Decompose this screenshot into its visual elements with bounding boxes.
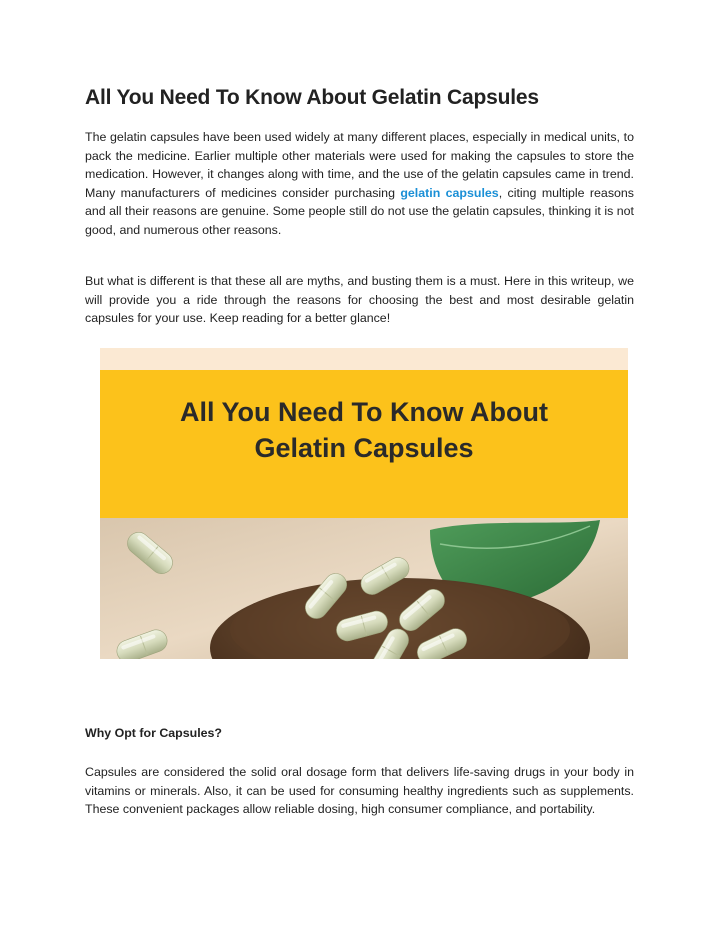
gelatin-capsules-link[interactable]: gelatin capsules <box>400 185 499 200</box>
banner-line-2: Gelatin Capsules <box>254 433 474 463</box>
page-title: All You Need To Know About Gelatin Capsules <box>85 86 539 109</box>
intro-text-before-link: The gelatin capsules have been used widely at many different places, especially in medical units, to pack the medicine. Earlier multiple other materials were used for making the capsules to store the medication. However, it changes along with time, and the use of the gelatin capsules came in trend. Many manufacturers of medicines consider purchasing <box>85 130 634 200</box>
hero-illustration <box>100 348 628 659</box>
hero-image <box>100 348 628 659</box>
capsules-paragraph: Capsules are considered the solid oral dosage form that delivers life-saving drugs in your body in vitamins or minerals. Also, it can be used for consuming healthy ingredients such as supplements. These convenient packages allow reliable dosing, high consumer compliance, and portability. <box>85 765 634 817</box>
intro-text-after-link: , citing multiple reasons and all their reasons are genuine. Some people still do not use the gelatin capsules, thinking it is not good, and numerous other reasons. <box>85 185 634 237</box>
myths-paragraph: But what is different is that these all are myths, and busting them is a must. Here in this writeup, we will provide you a ride through the reasons for choosing the best and most desirable gelatin capsules for your use. Keep reading for a better glance! <box>85 274 634 326</box>
intro-paragraph <box>85 128 634 240</box>
section-heading: Why Opt for Capsules? <box>85 726 222 740</box>
banner-line-1: All You Need To Know About <box>180 397 548 427</box>
top-strip <box>100 348 628 370</box>
